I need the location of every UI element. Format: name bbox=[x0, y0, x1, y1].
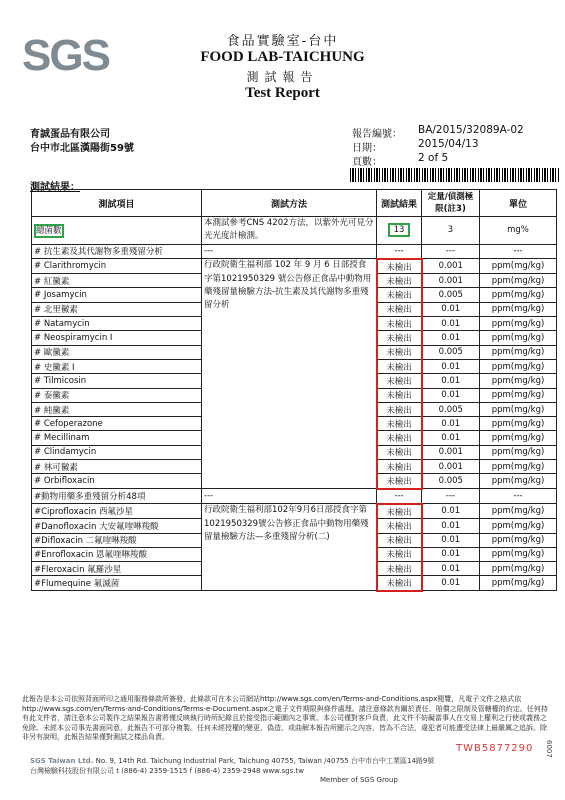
table-row bbox=[32, 259, 557, 274]
limit-cell: 0.005 bbox=[422, 402, 480, 416]
unit-cell: ppm(mg/kg) bbox=[480, 519, 557, 533]
company-name: SGS Taiwan Ltd. bbox=[30, 757, 94, 765]
result-cell: 未檢出 bbox=[377, 388, 422, 402]
item-cell: # 史黴素 I bbox=[32, 359, 202, 373]
phone: t (886-4) 2359-1515 bbox=[116, 767, 188, 775]
result-cell: 未檢出 bbox=[377, 317, 422, 331]
limit-cell: 0.01 bbox=[422, 302, 480, 316]
result-cell: --- bbox=[377, 489, 422, 504]
report-no-label: 報告編號： bbox=[352, 129, 402, 140]
limit-cell: 0.01 bbox=[422, 504, 480, 519]
unit-cell: mg% bbox=[480, 217, 557, 245]
company-name-zh: 台灣檢驗科技股份有限公司 bbox=[30, 767, 114, 775]
col-header-item: 測試項目 bbox=[32, 190, 202, 217]
unit-cell: ppm(mg/kg) bbox=[480, 288, 557, 302]
unit-cell: ppm(mg/kg) bbox=[480, 533, 557, 547]
group-title-cell: #動物用藥多重殘留分析48項 bbox=[32, 489, 202, 504]
page-number: 2 of 5 bbox=[418, 152, 449, 164]
limit-cell: 0.01 bbox=[422, 388, 480, 402]
limit-cell: 0.001 bbox=[422, 259, 480, 274]
item-cell: # Tilmicosin bbox=[32, 374, 202, 388]
result-cell: 未檢出 bbox=[377, 474, 422, 489]
table-row bbox=[32, 504, 557, 519]
item-cell: #Flumequine 氟滅菌 bbox=[32, 576, 202, 591]
limit-cell: 0.01 bbox=[422, 331, 480, 345]
limit-cell: 0.01 bbox=[422, 417, 480, 431]
report-date: 2015/04/13 bbox=[418, 138, 479, 150]
item-cell: # Cefoperazone bbox=[32, 417, 202, 431]
unit-cell: ppm(mg/kg) bbox=[480, 576, 557, 591]
limit-cell: 0.005 bbox=[422, 288, 480, 302]
item-cell: # Clarithromycin bbox=[32, 259, 202, 274]
method-cell: 行政院衛生福利部102年9月6日部授食字第 1021950329號公告修正食品中動物用藥殘留量檢驗方法—多重殘留分析(二) bbox=[202, 504, 377, 591]
unit-cell: ppm(mg/kg) bbox=[480, 274, 557, 288]
disclaimer-text: 此報告是本公司依照背面所印之通用服務條款所簽發，此條款可在本公司網站http://www.sgs.com/en/Terms-and-Conditions.aspx閱覽，凡電子文件之格式依http://www.sgs.com/en/Terms-and-Conditions/Terms-e-Document.aspx之電子文件期限與條件處理。請注意條款有關於責任、賠償之限制及管轄權的約定。任何持有此文件者，請注意本公司製作之結果報告書將僅反映執行時所紀錄且於接受指示範圍內之事實。本公司僅對客戶負責，此文件不妨礙當事人在交易上權利之行使或義務之免除。未經本公司事先書面同意，此報告不可部分複製。任何未經授權的變更、偽造、或曲解本報告所顯示之內容，皆為不合法，違犯者可能遭受法律上最嚴厲之追訴。除非另有說明，此報告結果僅對測試之樣品負責。 bbox=[22, 695, 548, 741]
page-label: 頁數： bbox=[352, 157, 382, 168]
result-cell: 未檢出 bbox=[377, 345, 422, 359]
unit-cell: ppm(mg/kg) bbox=[480, 388, 557, 402]
item-cell: # Clindamycin bbox=[32, 445, 202, 459]
result-cell: 未檢出 bbox=[377, 504, 422, 519]
result-cell: 未檢出 bbox=[377, 359, 422, 373]
unit-cell: ppm(mg/kg) bbox=[480, 417, 557, 431]
item-cell: # Neospiramycin I bbox=[32, 331, 202, 345]
limit-cell: --- bbox=[422, 244, 480, 259]
unit-cell: ppm(mg/kg) bbox=[480, 445, 557, 459]
col-header-unit: 單位 bbox=[480, 190, 557, 217]
limit-cell: 0.01 bbox=[422, 374, 480, 388]
result-cell: 未檢出 bbox=[377, 431, 422, 445]
limit-cell: 0.01 bbox=[422, 519, 480, 533]
limit-cell: 0.01 bbox=[422, 576, 480, 591]
item-cell: # Natamycin bbox=[32, 317, 202, 331]
item-cell bbox=[32, 217, 202, 245]
result-cell: 未檢出 bbox=[377, 331, 422, 345]
result-cell: 未檢出 bbox=[377, 402, 422, 416]
unit-cell: ppm(mg/kg) bbox=[480, 345, 557, 359]
lab-name-en: FOOD LAB-TAICHUNG bbox=[200, 49, 365, 65]
limit-cell: 0.001 bbox=[422, 460, 480, 474]
limit-cell: 0.01 bbox=[422, 317, 480, 331]
item-cell: # 林可黴素 bbox=[32, 460, 202, 474]
result-cell: 未檢出 bbox=[377, 533, 422, 547]
unit-cell: ppm(mg/kg) bbox=[480, 474, 557, 489]
result-cell: 未檢出 bbox=[377, 460, 422, 474]
unit-cell: ppm(mg/kg) bbox=[480, 317, 557, 331]
col-header-method: 測試方法 bbox=[202, 190, 377, 217]
item-cell: # 紅黴素 bbox=[32, 274, 202, 288]
highlighted-item: 總菌數 bbox=[36, 226, 62, 237]
item-cell: #Enrofloxacin 恩氟喹啉羧酸 bbox=[32, 547, 202, 561]
member-line: Member of SGS Group bbox=[320, 776, 398, 784]
side-code: 6007 bbox=[545, 740, 553, 758]
result-cell: --- bbox=[377, 244, 422, 259]
item-cell: # Josamycin bbox=[32, 288, 202, 302]
col-header-result: 測試結果 bbox=[377, 190, 422, 217]
client-name: 育誠蛋品有限公司 bbox=[30, 129, 110, 140]
result-cell: 未檢出 bbox=[377, 274, 422, 288]
reference-number: TWB5877290 bbox=[456, 743, 534, 754]
limit-cell: 0.001 bbox=[422, 274, 480, 288]
client-address: 台中市北區漢陽街59號 bbox=[30, 143, 134, 154]
unit-cell: ppm(mg/kg) bbox=[480, 562, 557, 576]
unit-cell: ppm(mg/kg) bbox=[480, 359, 557, 373]
result-cell: 未檢出 bbox=[377, 288, 422, 302]
unit-cell: --- bbox=[480, 489, 557, 504]
website: www.sgs.tw bbox=[262, 767, 304, 775]
group-header-row bbox=[32, 244, 557, 259]
item-cell: #Fleroxacin 氟羅沙星 bbox=[32, 562, 202, 576]
unit-cell: ppm(mg/kg) bbox=[480, 259, 557, 274]
limit-cell: 0.005 bbox=[422, 474, 480, 489]
group-title-cell: # 抗生素及其代謝物多重殘留分析 bbox=[32, 244, 202, 259]
date-label: 日期： bbox=[352, 143, 382, 154]
item-cell: # Mecillinam bbox=[32, 431, 202, 445]
unit-cell: ppm(mg/kg) bbox=[480, 504, 557, 519]
limit-cell: 0.01 bbox=[422, 431, 480, 445]
method-cell: --- bbox=[202, 489, 377, 504]
item-cell: # 泰黴素 bbox=[32, 388, 202, 402]
result-cell bbox=[377, 217, 422, 245]
report-title-en: Test Report bbox=[245, 85, 320, 101]
result-cell: 未檢出 bbox=[377, 259, 422, 274]
sgs-logo: SGS bbox=[22, 31, 109, 80]
limit-cell: --- bbox=[422, 489, 480, 504]
unit-cell: ppm(mg/kg) bbox=[480, 402, 557, 416]
limit-cell: 0.01 bbox=[422, 359, 480, 373]
results-table bbox=[31, 189, 557, 592]
result-cell: 未檢出 bbox=[377, 562, 422, 576]
unit-cell: ppm(mg/kg) bbox=[480, 302, 557, 316]
table-row bbox=[32, 217, 557, 245]
result-cell: 未檢出 bbox=[377, 576, 422, 591]
address-en: No. 9, 14th Rd. Taichung Industrial Park, Taichung 40755, Taiwan bbox=[95, 757, 322, 765]
item-cell: # Orbifloxacin bbox=[32, 474, 202, 489]
unit-cell: ppm(mg/kg) bbox=[480, 431, 557, 445]
limit-cell: 0.001 bbox=[422, 445, 480, 459]
group-header-row bbox=[32, 489, 557, 504]
lab-name-zh: 食品實驗室-台中 bbox=[226, 34, 339, 49]
report-title-zh: 測試報告 bbox=[246, 70, 319, 84]
table-header-row bbox=[32, 190, 557, 217]
address-zh: /40755 台中市台中工業區14路9號 bbox=[324, 757, 435, 765]
barcode bbox=[350, 168, 560, 182]
limit-cell: 0.01 bbox=[422, 562, 480, 576]
item-cell: # 純黴素 bbox=[32, 402, 202, 416]
results-heading: 測試結果： bbox=[30, 182, 80, 193]
highlighted-result: 13 bbox=[388, 223, 411, 237]
company-address bbox=[30, 756, 434, 784]
fax: f (886-4) 2359-2948 bbox=[189, 767, 261, 775]
unit-cell: ppm(mg/kg) bbox=[480, 331, 557, 345]
item-cell: #Difloxacin 二氟喹啉羧酸 bbox=[32, 533, 202, 547]
method-cell: 本測試參考CNS 4202方法，以紫外光可見分光光度計檢測。 bbox=[202, 217, 377, 245]
method-cell: 行政院衛生福利部 102 年 9 月 6 日部授食字第1021950329 號公告修正食品中動物用藥殘留量檢驗方法-抗生素及其代謝物多重殘留分析 bbox=[202, 259, 377, 489]
unit-cell: ppm(mg/kg) bbox=[480, 460, 557, 474]
result-cell: 未檢出 bbox=[377, 519, 422, 533]
result-cell: 未檢出 bbox=[377, 302, 422, 316]
item-cell: #Ciprofloxacin 西氟沙星 bbox=[32, 504, 202, 519]
col-header-limit: 定量/偵測極限(註3) bbox=[422, 190, 480, 217]
limit-cell: 0.005 bbox=[422, 345, 480, 359]
result-cell: 未檢出 bbox=[377, 417, 422, 431]
item-cell: # 歐黴素 bbox=[32, 345, 202, 359]
limit-cell: 3 bbox=[422, 217, 480, 245]
report-no: BA/2015/32089A-02 bbox=[418, 124, 524, 136]
item-cell: #Danofloxacin 大安氟喹啉羧酸 bbox=[32, 519, 202, 533]
method-cell: --- bbox=[202, 244, 377, 259]
unit-cell: ppm(mg/kg) bbox=[480, 547, 557, 561]
limit-cell: 0.01 bbox=[422, 533, 480, 547]
item-cell: # 北里黴素 bbox=[32, 302, 202, 316]
unit-cell: --- bbox=[480, 244, 557, 259]
result-cell: 未檢出 bbox=[377, 547, 422, 561]
result-cell: 未檢出 bbox=[377, 445, 422, 459]
limit-cell: 0.01 bbox=[422, 547, 480, 561]
result-cell: 未檢出 bbox=[377, 374, 422, 388]
unit-cell: ppm(mg/kg) bbox=[480, 374, 557, 388]
